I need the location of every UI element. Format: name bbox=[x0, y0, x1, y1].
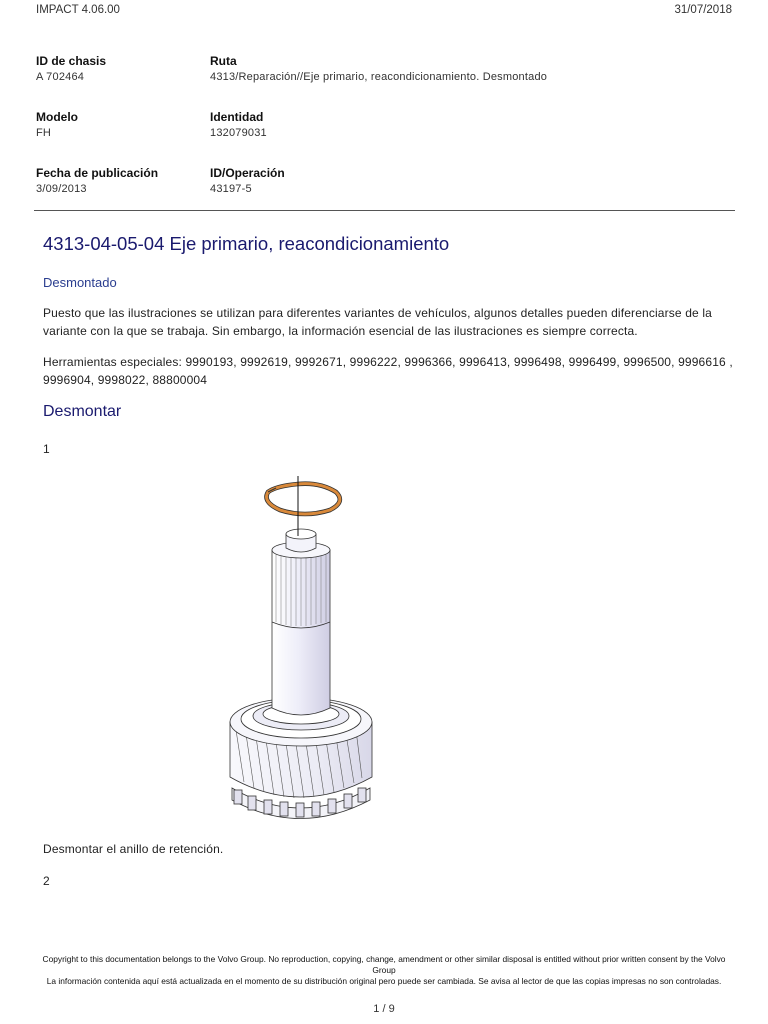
operation-id-value: 43197-5 bbox=[210, 183, 252, 195]
step-instruction: Desmontar el anillo de retención. bbox=[43, 842, 224, 856]
identity bbox=[210, 110, 267, 139]
print-date: 31/07/2018 bbox=[674, 4, 732, 16]
identity-value: 132079031 bbox=[210, 127, 267, 139]
metadata-row bbox=[36, 166, 736, 222]
chassis-id bbox=[36, 54, 106, 83]
chassis-id-label: ID de chasis bbox=[36, 54, 107, 68]
step-number: 2 bbox=[43, 874, 50, 888]
special-tools: Herramientas especiales: 9990193, 9992619, 9992671, 9996222, 9996366, 9996413, 9996498, 9996499, 9996500, 9996616 , 9996904, 9998022, 88800004 bbox=[43, 355, 733, 387]
page-number: 1 / 9 bbox=[373, 1003, 395, 1015]
model bbox=[36, 110, 78, 139]
model-label: Modelo bbox=[36, 110, 78, 124]
operation-id bbox=[210, 166, 285, 195]
illustration-disclaimer: Puesto que las ilustraciones se utilizan para diferentes variantes de vehículos, algunos detalles pueden diferenciarse de la variante con la que se trabaja. Sin embargo, la información esencial de las ilustraciones es siempre correcta. bbox=[43, 306, 713, 338]
model-value: FH bbox=[36, 127, 52, 139]
metadata-row bbox=[36, 54, 736, 110]
document-subtitle: Desmontado bbox=[43, 275, 117, 290]
route bbox=[210, 54, 547, 83]
copyright-notice: Copyright to this documentation belongs to the Volvo Group. No reproduction, copying, change, amendment or other similar disposal is entitled without prior written consent by the Volvo Group bbox=[42, 954, 726, 975]
page-header bbox=[36, 4, 732, 18]
chassis-id-value: A 702464 bbox=[36, 71, 85, 83]
identity-label: Identidad bbox=[210, 110, 264, 124]
section-heading: Desmontar bbox=[43, 403, 122, 420]
divider bbox=[34, 210, 735, 211]
route-label: Ruta bbox=[210, 54, 237, 68]
publication-date-value: 3/09/2013 bbox=[36, 183, 87, 195]
publication-date-label: Fecha de publicación bbox=[36, 166, 159, 180]
metadata-row bbox=[36, 110, 736, 166]
distribution-notice: La información contenida aquí está actualizada en el momento de su distribución original pero puede ser cambiada. Se avisa al lector de que las copias impresas no son controladas. bbox=[46, 976, 722, 986]
primary-shaft-illustration bbox=[210, 472, 390, 828]
document-metadata bbox=[36, 54, 736, 222]
step-number: 1 bbox=[43, 442, 50, 456]
route-value: 4313/Reparación//Eje primario, reacondicionamiento. Desmontado bbox=[210, 71, 548, 83]
operation-id-label: ID/Operación bbox=[210, 166, 285, 180]
publication-date bbox=[36, 166, 158, 195]
app-version: IMPACT 4.06.00 bbox=[36, 4, 120, 16]
page-footer bbox=[30, 954, 738, 987]
document-title: 4313-04-05-04 Eje primario, reacondicionamiento bbox=[43, 233, 450, 254]
